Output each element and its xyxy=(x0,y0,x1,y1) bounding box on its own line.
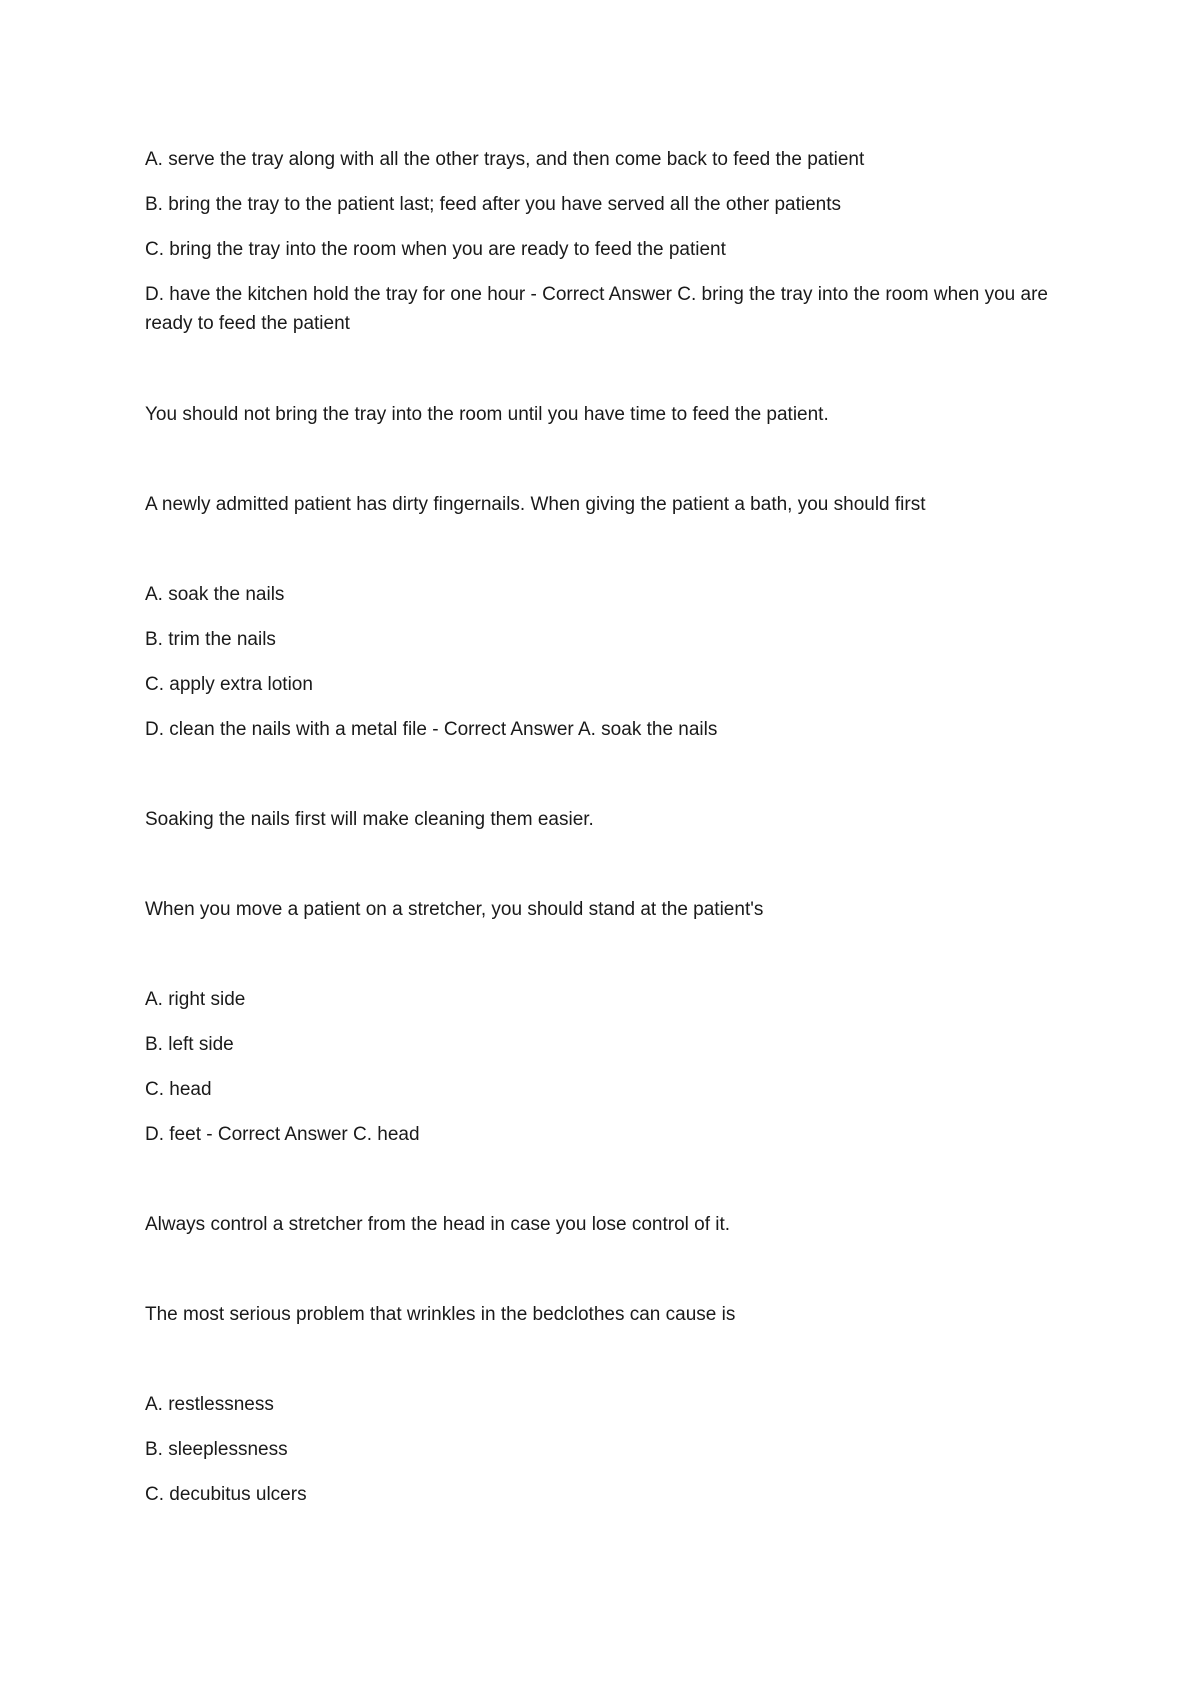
answer-option-with-correct-answer: D. have the kitchen hold the tray for one hour - Correct Answer C. bring the tray into the room when you are ready to feed the patient xyxy=(145,284,1048,334)
answer-option-with-correct-answer: D. feet - Correct Answer C. head xyxy=(145,1124,420,1145)
explanation: You should not bring the tray into the room until you have time to feed the patient. xyxy=(145,404,829,425)
answer-option: A. soak the nails xyxy=(145,584,285,605)
answer-option: A. serve the tray along with all the other trays, and then come back to feed the patient xyxy=(145,149,865,170)
question: When you move a patient on a stretcher, you should stand at the patient's xyxy=(145,899,764,920)
answer-option: C. head xyxy=(145,1079,212,1100)
answer-option: B. left side xyxy=(145,1034,234,1055)
answer-option: B. bring the tray to the patient last; feed after you have served all the other patients xyxy=(145,194,842,215)
explanation: Soaking the nails first will make cleaning them easier. xyxy=(145,809,594,830)
answer-option: C. decubitus ulcers xyxy=(145,1484,307,1505)
answer-option: A. right side xyxy=(145,989,246,1010)
answer-option: C. bring the tray into the room when you are ready to feed the patient xyxy=(145,239,726,260)
answer-option: C. apply extra lotion xyxy=(145,674,313,695)
question: The most serious problem that wrinkles in the bedclothes can cause is xyxy=(145,1304,736,1325)
explanation: Always control a stretcher from the head in case you lose control of it. xyxy=(145,1214,731,1235)
answer-option: B. sleeplessness xyxy=(145,1439,288,1460)
answer-option: A. restlessness xyxy=(145,1394,274,1415)
answer-option: B. trim the nails xyxy=(145,629,276,650)
answer-option-with-correct-answer: D. clean the nails with a metal file - Correct Answer A. soak the nails xyxy=(145,719,718,740)
question: A newly admitted patient has dirty fingernails. When giving the patient a bath, you should first xyxy=(145,494,926,515)
